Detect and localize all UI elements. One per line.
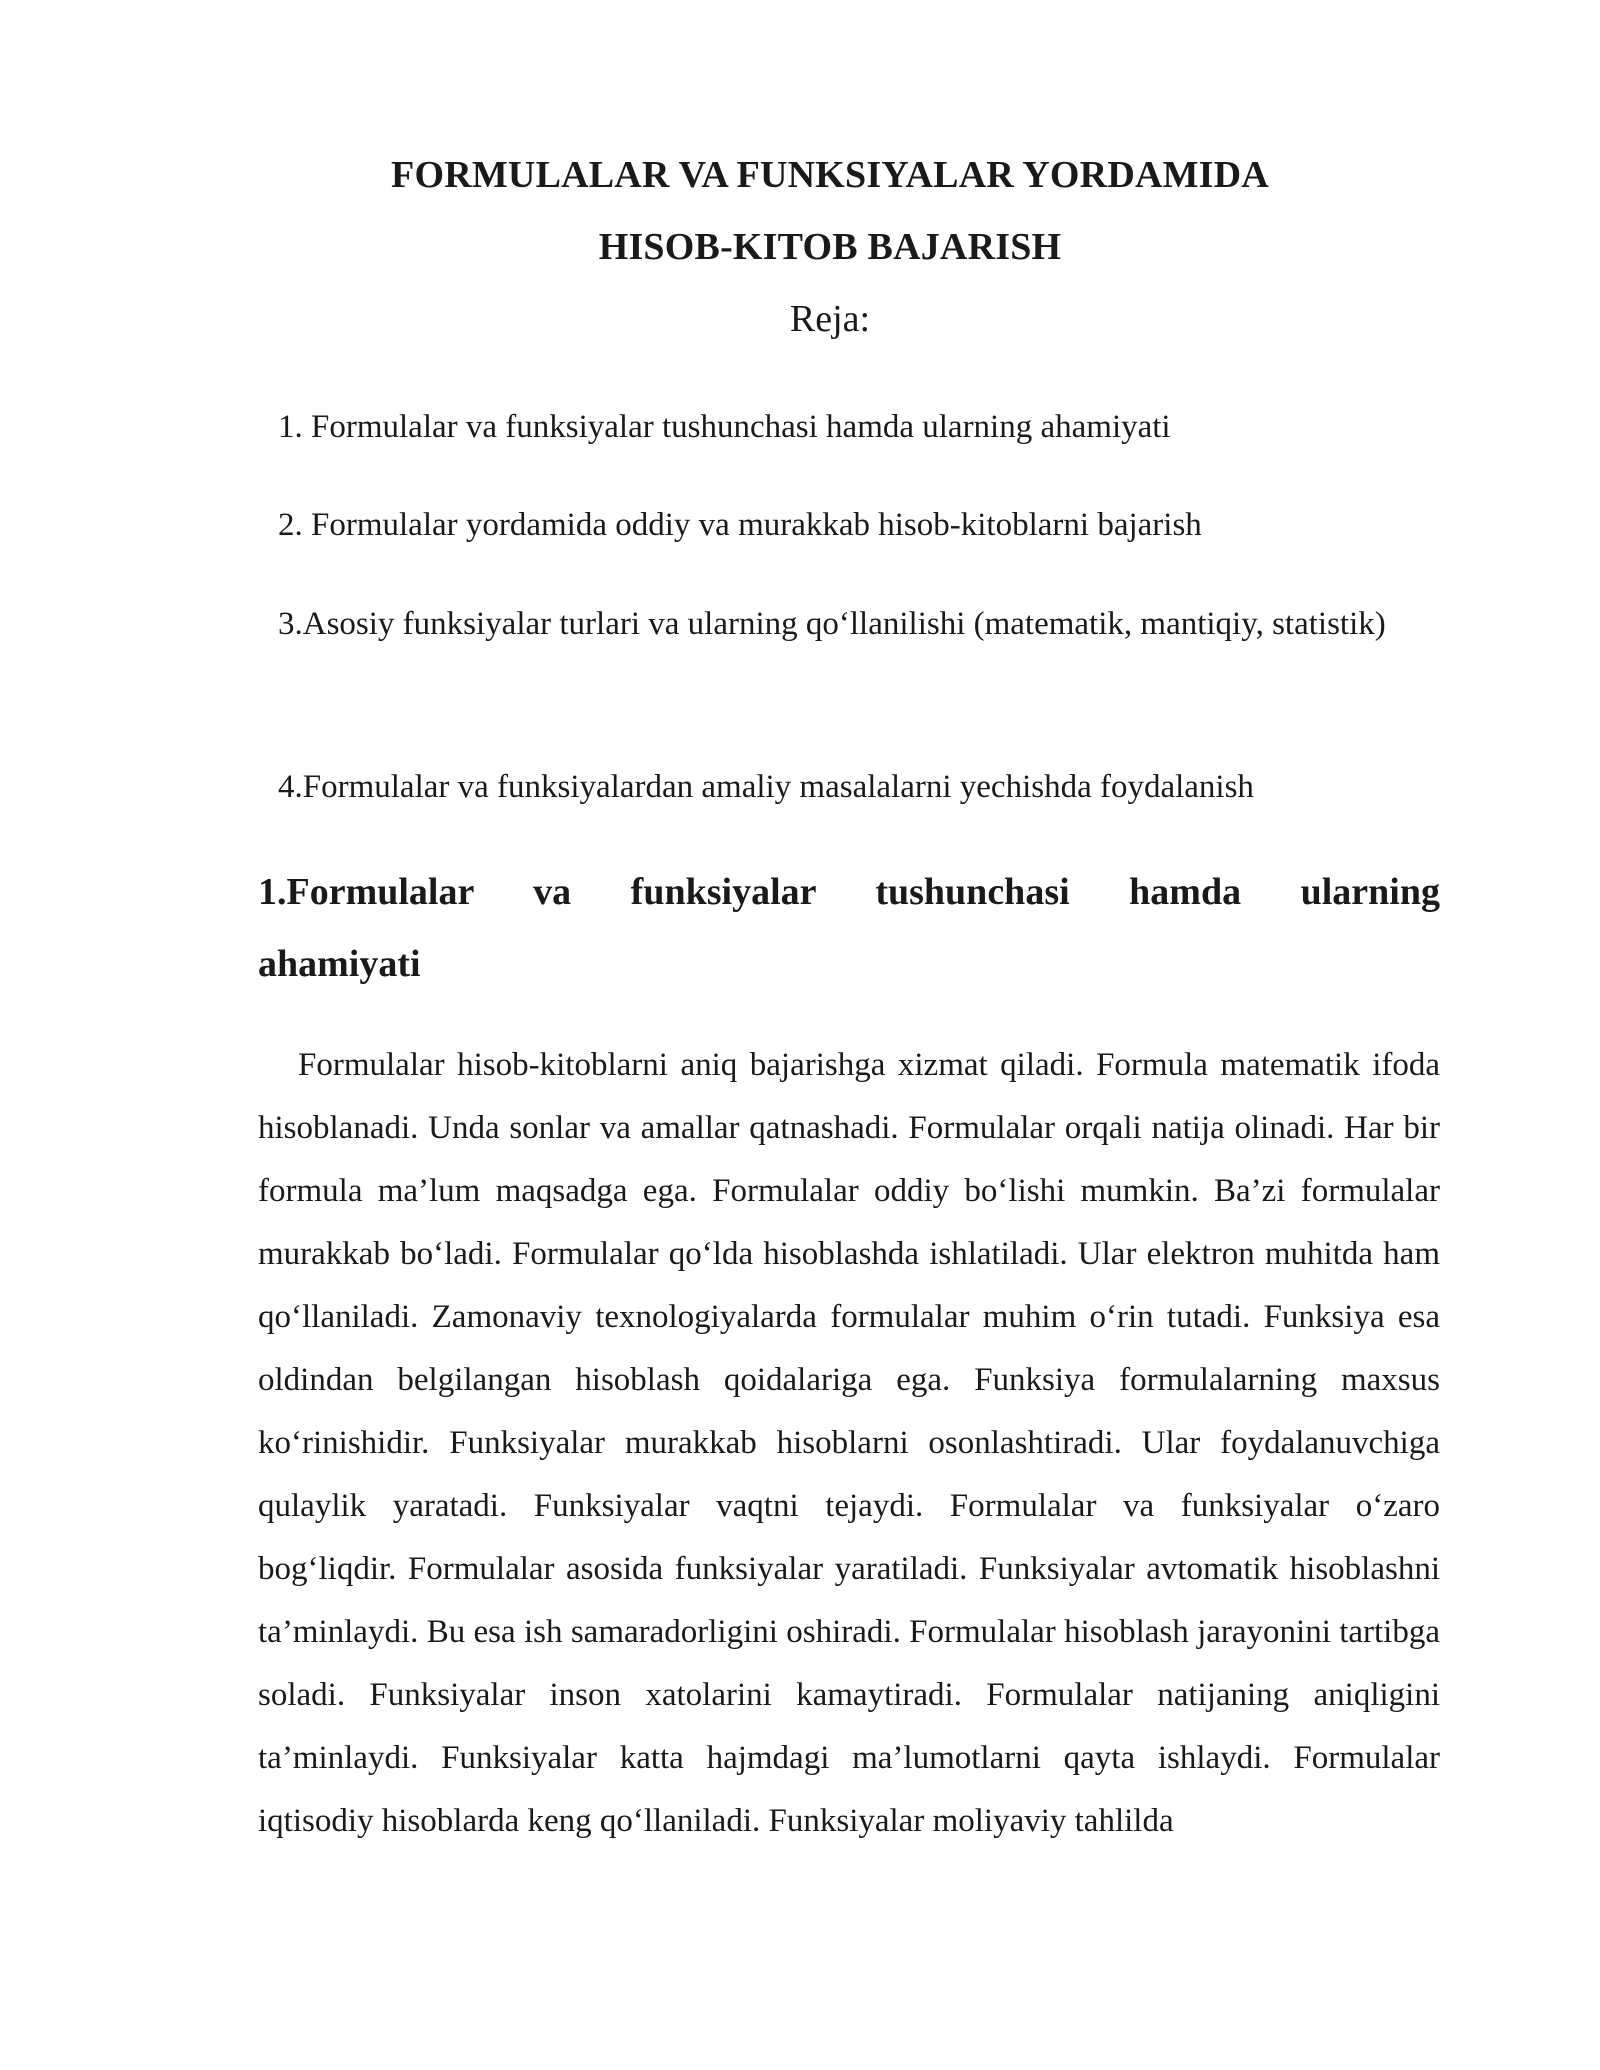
section-heading-line-1: 1.Formulalar va funksiyalar tushunchasi hamda ularning: [258, 871, 1440, 913]
body-paragraph: Formulalar hisob-kitoblarni aniq bajarishga xizmat qiladi. Formula matematik ifoda hisoblanadi. Unda sonlar va amallar qatnashadi. Formulalar orqali natija olinadi. Har bir formula ma’lum maqsadga ega. Formulalar oddiy bo‘lishi mumkin. Ba’zi formulalar murakkab bo‘ladi. Formulalar qo‘lda hisoblashda ishlatiladi. Ular elektron muhitda ham qo‘llaniladi. Zamonaviy texnologiyalarda formulalar muhim o‘rin tutadi. Funksiya esa oldindan belgilangan hisoblash qoidalariga ega. Funksiya formulalarning maxsus ko‘rinishidir. Funksiyalar murakkab hisoblarni osonlashtiradi. Ular foydalanuvchiga qulaylik yaratadi. Funksiyalar vaqtni tejaydi. Formulalar va funksiyalar o‘zaro bog‘liqdir. Formulalar asosida funksiyalar yaratiladi. Funksiyalar avtomatik hisoblashni ta’minlaydi. Bu esa ish samaradorligini oshiradi. Formulalar hisoblash jarayonini tartibga soladi. Funksiyalar inson xatolarini kamaytiradi. Formulalar natijaning aniqligini ta’minlaydi. Funksiyalar katta hajmdagi ma’lumotlarni qayta ishlaydi. Formulalar iqtisodiy hisoblarda keng qo‘llaniladi. Funksiyalar moliyaviy tahlilda: [258, 1047, 1440, 1839]
plan-item-number: 4.: [278, 769, 303, 805]
plan-item-text: Formulalar yordamida oddiy va murakkab hisob-kitoblarni bajarish: [302, 507, 1202, 543]
plan-item-number: 2.: [278, 507, 303, 543]
plan-item-text: Asosiy funksiyalar turlari va ularning qo‘llanilishi (matematik, mantiqiy, statistik): [302, 606, 1386, 642]
section-heading: [258, 856, 1440, 1000]
plan-item-4: [258, 756, 1440, 819]
document-title-line-2: HISOB-KITOB BAJARISH: [598, 226, 1062, 268]
plan-item-1: [258, 396, 1440, 459]
plan-item-number: 1.: [278, 409, 303, 445]
plan-item-text: Formulalar va funksiyalar tushunchasi hamda ularning ahamiyati: [302, 409, 1171, 445]
plan-item-number: 3.: [278, 606, 303, 642]
plan-item-3: [258, 593, 1440, 656]
plan-label: Reja:: [789, 298, 871, 340]
plan-item-text: Formulalar va funksiyalardan amaliy masalalarni yechishda foydalanish: [302, 769, 1254, 805]
document-title-line-1: FORMULALAR VA FUNKSIYALAR YORDAMIDA: [391, 154, 1269, 196]
section-heading-line-2: ahamiyati: [258, 943, 421, 985]
plan-item-2: [258, 494, 1440, 557]
